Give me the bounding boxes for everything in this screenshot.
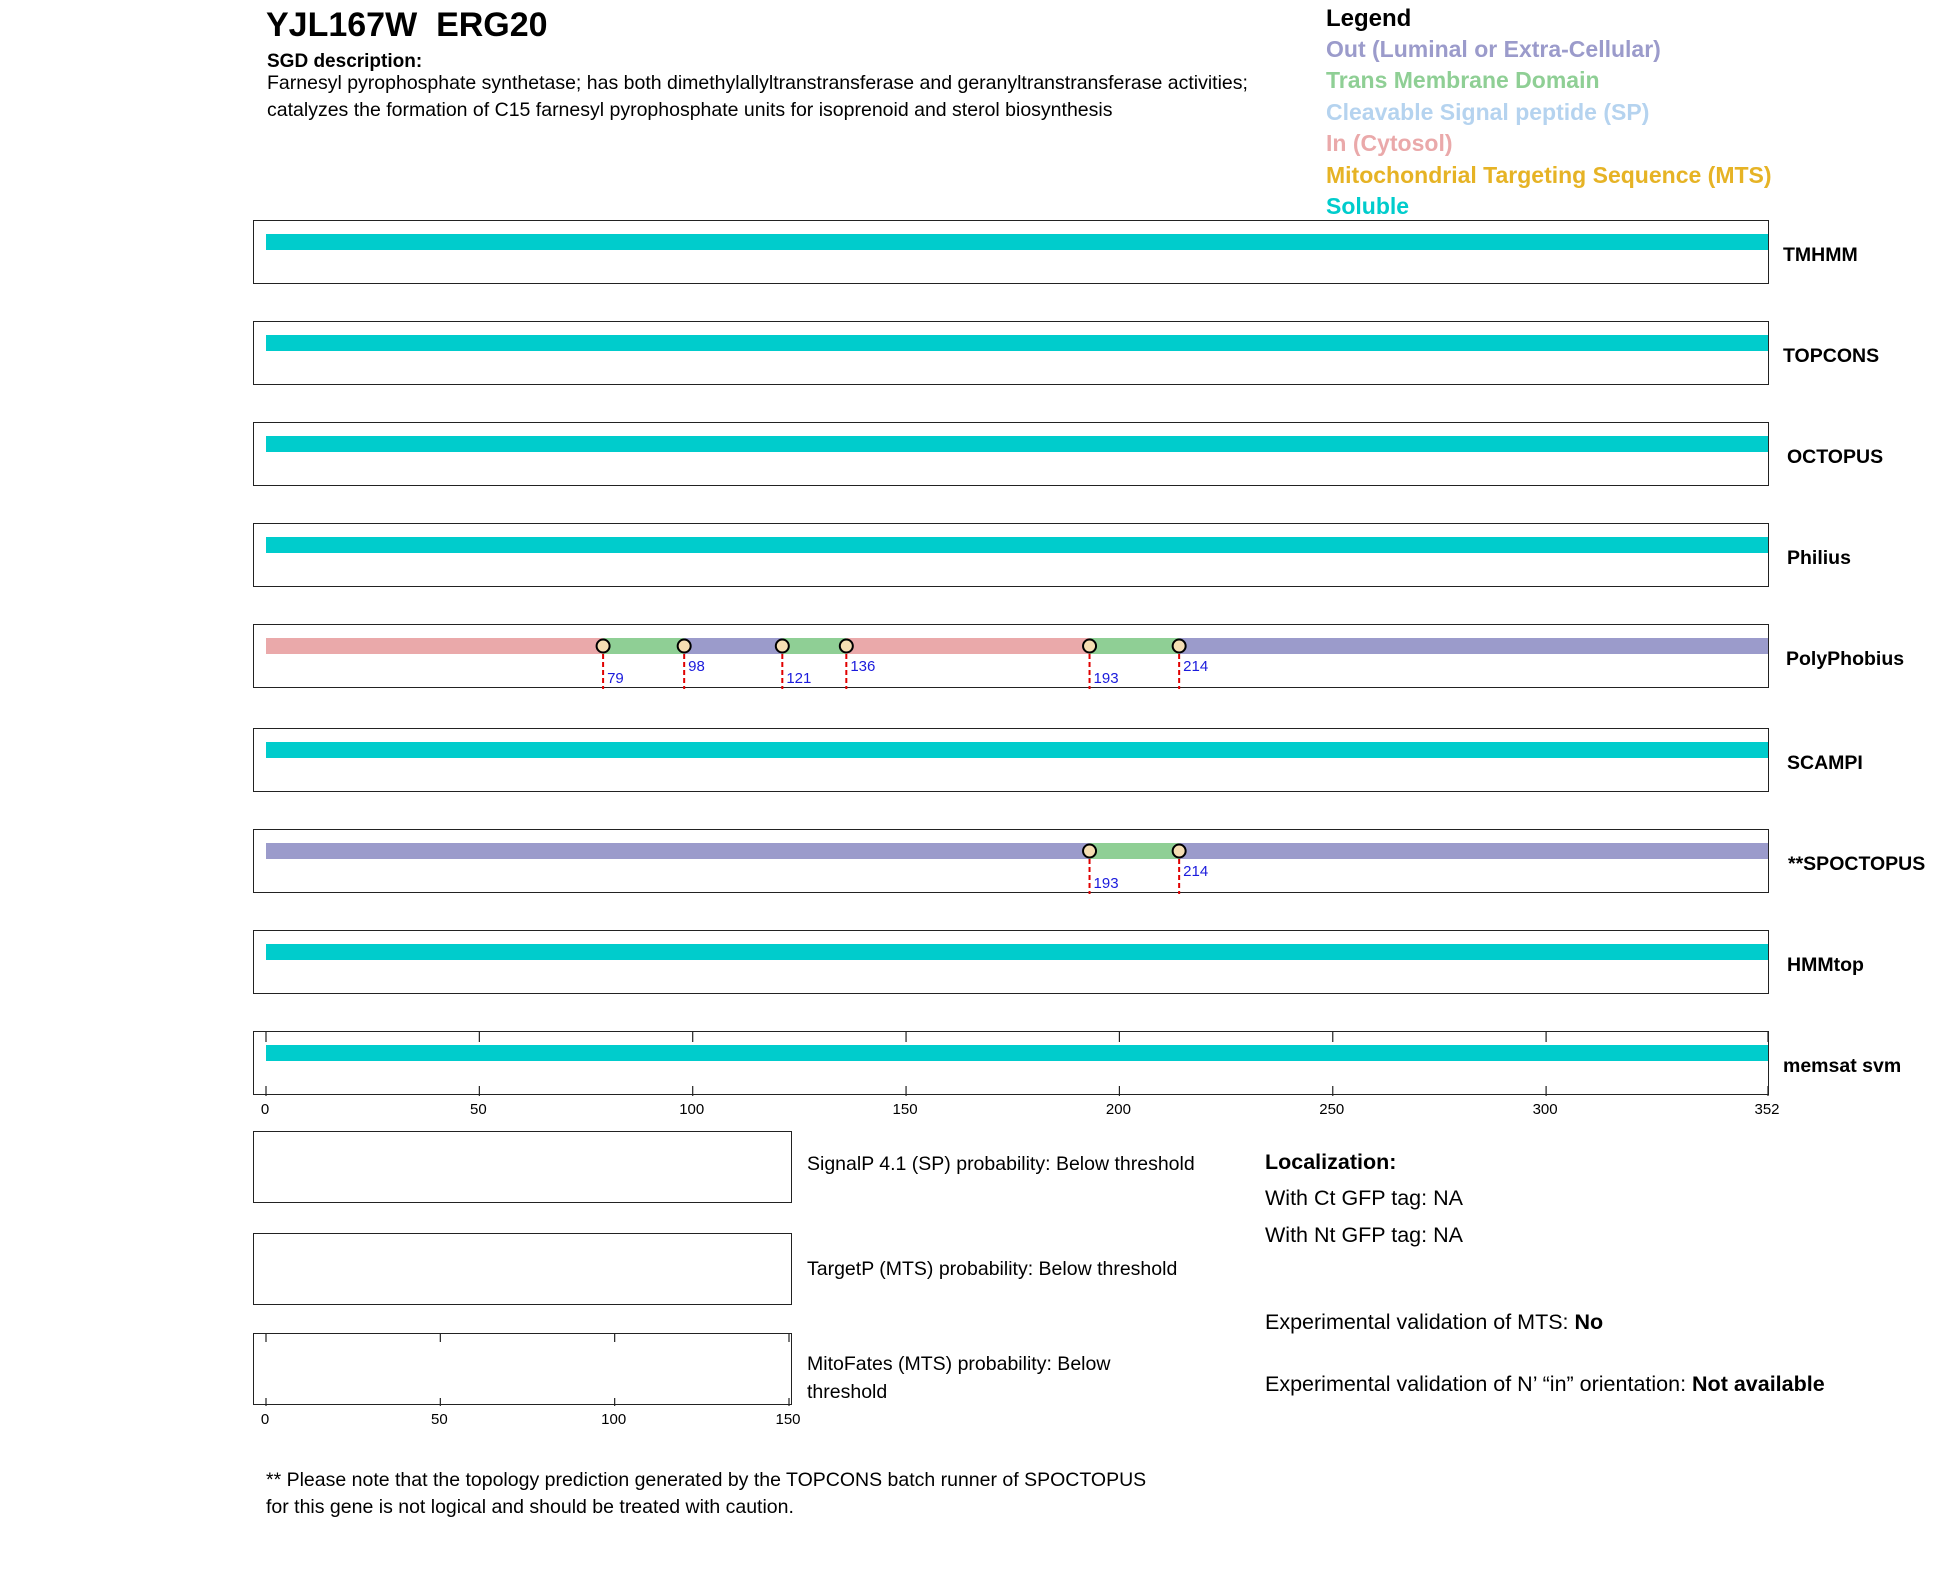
x-tick-label: 50: [470, 1101, 487, 1118]
track-plot: [254, 729, 1770, 793]
x-tick-label: 100: [679, 1101, 705, 1118]
boundary-marker: [840, 640, 853, 653]
signalp-panel: [253, 1131, 792, 1203]
track-label: memsat svm: [1783, 1055, 1902, 1077]
boundary-marker: [1083, 640, 1096, 653]
boundary-label: 193: [1093, 875, 1119, 892]
track-label: TOPCONS: [1783, 345, 1880, 367]
track-tmhmm: [253, 220, 1769, 284]
track-scampi: [253, 728, 1769, 792]
track-plot: [254, 423, 1770, 487]
track-label: OCTOPUS: [1787, 446, 1884, 468]
mts-validation: [1265, 1310, 1603, 1335]
track-polyphobius: [253, 624, 1769, 688]
boundary-label: 121: [786, 670, 812, 687]
boundary-label: 79: [607, 670, 624, 687]
boundary-label: 214: [1183, 658, 1209, 675]
track-plot: [254, 931, 1770, 995]
track-plot: [254, 524, 1770, 588]
legend-item-in: In (Cytosol): [1326, 130, 1453, 156]
nt-gfp-text: With Nt GFP tag: NA: [1265, 1223, 1463, 1247]
legend-item-out: Out (Luminal or Extra-Cellular): [1326, 36, 1661, 62]
localization-title: Localization:: [1265, 1150, 1397, 1174]
segment-soluble: [266, 944, 1768, 960]
track-label: **SPOCTOPUS: [1788, 853, 1926, 875]
x-tick-label: 0: [260, 1101, 270, 1118]
mitofates-tick-label: 150: [775, 1411, 801, 1428]
track-label: TMHMM: [1783, 244, 1858, 266]
track-octopus: [253, 422, 1769, 486]
track-label: HMMtop: [1787, 954, 1864, 976]
orientation-validation-value: Not available: [1692, 1372, 1825, 1396]
track-plot: [254, 625, 1770, 689]
sgd-description-label: SGD description:: [267, 51, 423, 72]
orientation-validation: [1265, 1368, 1885, 1400]
segment-out: [266, 843, 1090, 859]
segment-soluble: [266, 537, 1768, 553]
track-spoctopus: [253, 829, 1769, 893]
track-hmmtop: [253, 930, 1769, 994]
mitofates-tick-label: 50: [430, 1411, 448, 1428]
mts-validation-prefix: Experimental validation of MTS:: [1265, 1310, 1575, 1334]
x-tick-label: 300: [1532, 1101, 1558, 1118]
legend-title: Legend: [1326, 5, 1412, 32]
track-plot: [254, 1032, 1770, 1096]
mitofates-panel: [253, 1333, 792, 1405]
track-label: SCAMPI: [1787, 752, 1863, 774]
track-memsat-svm: [253, 1031, 1769, 1095]
segment-soluble: [266, 234, 1768, 250]
track-plot: [254, 322, 1770, 386]
mitofates-tick-label: 0: [260, 1411, 270, 1428]
mitofates-label: MitoFates (MTS) probability: Below threshold: [807, 1353, 1111, 1403]
boundary-label: 193: [1093, 670, 1119, 687]
segment-in: [846, 638, 1089, 654]
track-plot: [254, 830, 1770, 894]
x-tick-label: 150: [892, 1101, 918, 1118]
boundary-label: 136: [850, 658, 876, 675]
track-plot: [254, 221, 1770, 285]
signalp-label: SignalP 4.1 (SP) probability: Below threshold: [807, 1153, 1195, 1175]
segment-soluble: [266, 335, 1768, 351]
legend-item-sp: Cleavable Signal peptide (SP): [1326, 99, 1650, 125]
track-label: PolyPhobius: [1786, 648, 1905, 670]
targetp-label: TargetP (MTS) probability: Below threshold: [807, 1258, 1178, 1280]
mts-validation-value: No: [1574, 1310, 1604, 1334]
segment-in: [266, 638, 603, 654]
boundary-marker: [1083, 845, 1096, 858]
x-tick-label: 352: [1754, 1101, 1780, 1118]
mitofates-plot: [254, 1334, 793, 1406]
boundary-label: 214: [1183, 863, 1209, 880]
sgd-description-text: Farnesyl pyrophosphate synthetase; has both dimethylallyltranstransferase and geranyltranstransferase activities; catalyzes the formation of C15 farnesyl pyrophosphate units for isoprenoid and sterol biosynthesis: [267, 72, 1248, 121]
orientation-validation-prefix: Experimental validation of N’ “in” orientation:: [1265, 1372, 1693, 1396]
x-tick-label: 250: [1319, 1101, 1345, 1118]
track-label: Philius: [1787, 547, 1851, 569]
segment-tm: [1090, 843, 1180, 859]
boundary-label: 98: [688, 658, 705, 675]
segment-soluble: [266, 1045, 1768, 1061]
targetp-panel: [253, 1233, 792, 1305]
boundary-marker: [597, 640, 610, 653]
legend-item-tm: Trans Membrane Domain: [1326, 67, 1600, 93]
legend-item-soluble: Soluble: [1326, 193, 1410, 219]
segment-out: [684, 638, 782, 654]
segment-soluble: [266, 436, 1768, 452]
footnote: ** Please note that the topology prediction generated by the TOPCONS batch runner of SPOCTOPUS for this gene is not logical and should be treated with caution.: [266, 1469, 1147, 1518]
mitofates-tick-label: 100: [601, 1411, 627, 1428]
track-topcons: [253, 321, 1769, 385]
segment-out: [1179, 843, 1768, 859]
legend-item-mts: Mitochondrial Targeting Sequence (MTS): [1326, 162, 1772, 188]
boundary-marker: [1173, 845, 1186, 858]
x-tick-label: 200: [1105, 1101, 1131, 1118]
segment-tm: [603, 638, 684, 654]
segment-soluble: [266, 742, 1768, 758]
segment-tm: [1090, 638, 1180, 654]
segment-tm: [782, 638, 846, 654]
segment-out: [1179, 638, 1768, 654]
boundary-marker: [776, 640, 789, 653]
gene-title: YJL167W ERG20: [266, 6, 548, 44]
ct-gfp-text: With Ct GFP tag: NA: [1265, 1186, 1463, 1210]
boundary-marker: [678, 640, 691, 653]
track-philius: [253, 523, 1769, 587]
boundary-marker: [1173, 640, 1186, 653]
